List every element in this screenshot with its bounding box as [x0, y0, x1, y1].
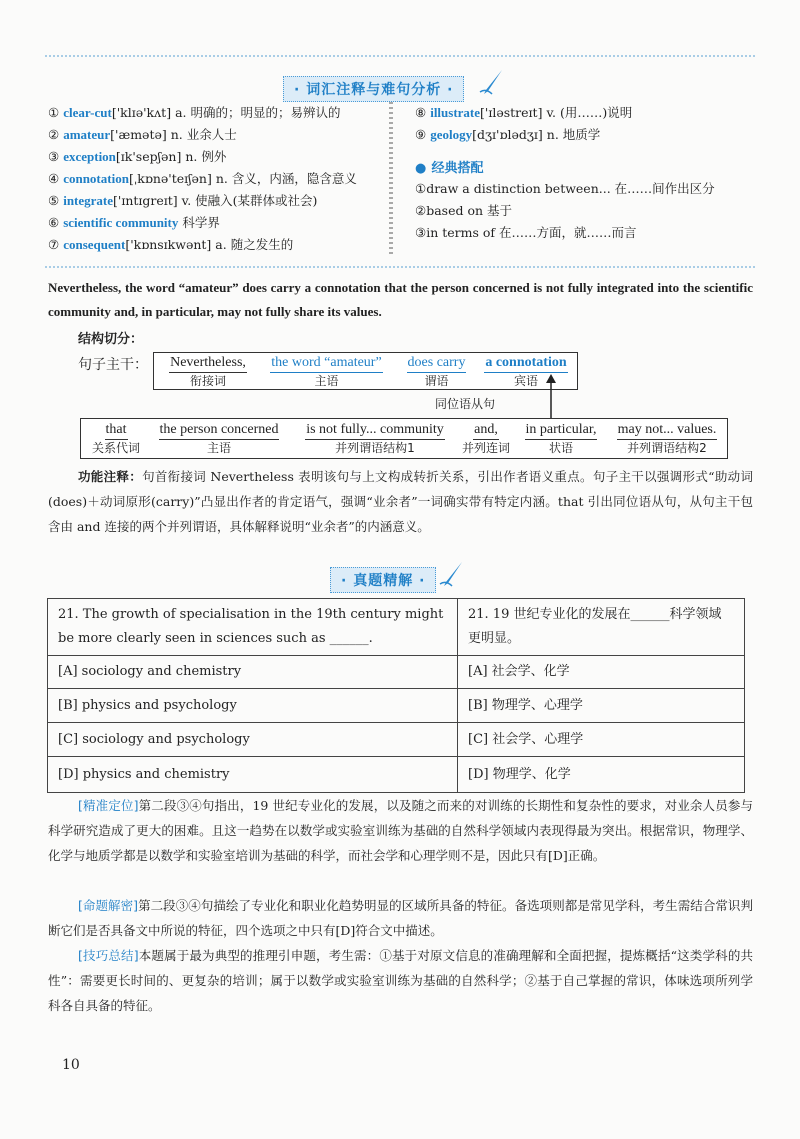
main-clause-label: 句子主干：	[78, 357, 148, 373]
vocab-word: geology	[430, 127, 473, 142]
appositive-label: 同位语从句	[435, 397, 496, 411]
vocab-ipa: ['æmətə]	[110, 127, 167, 142]
collocations-title: 经典搭配	[431, 161, 484, 176]
arrow-up-icon	[545, 373, 557, 419]
segment: is not fully... community 并列谓语结构1	[306, 422, 444, 455]
vocab-number: ⑥	[48, 215, 60, 230]
collocations-heading	[415, 157, 483, 176]
segment: and, 并列连词	[461, 422, 510, 455]
collocation: ②based on 基于	[415, 203, 512, 218]
section-title-vocab: · 词汇注释与难句分析 ·	[283, 76, 464, 102]
vocab-number: ⑨	[415, 127, 427, 142]
collocation: ①draw a distinction between... 在……间作出区分	[415, 181, 715, 196]
vocab-definition: n. 业余人士	[170, 127, 237, 142]
option-row: [D] physics and chemistry [D] 物理学、化学	[48, 757, 745, 793]
vocab-ipa: [ɪk'sepʃən]	[115, 149, 182, 164]
vocab-word: amateur	[63, 127, 111, 142]
vocab-number: ⑤	[48, 193, 60, 208]
vocab-ipa: ['ɪləstreɪt]	[480, 105, 543, 120]
segment: the word “amateur” 主语	[271, 355, 382, 388]
option-row: [C] sociology and psychology [C] 社会学、心理学	[48, 723, 745, 757]
vocab-item	[48, 124, 237, 146]
vocab-word: exception	[63, 149, 116, 164]
vocab-item	[48, 146, 226, 168]
segment: that 关系代词	[91, 422, 140, 455]
segment: may not... values. 并列谓语结构2	[617, 422, 717, 455]
question-table	[47, 598, 745, 793]
question-row: 21. The growth of specialisation in the 19th century might be more clearly seen in sciences such as ______. 21. 19 世纪专业化的发展在______科学领域更明显。	[48, 599, 745, 656]
vocab-item	[48, 212, 220, 234]
vocab-word: scientific community	[63, 215, 179, 230]
vocab-item	[415, 102, 632, 124]
vocab-word: illustrate	[430, 105, 481, 120]
vocab-number: ③	[48, 149, 60, 164]
divider	[45, 266, 755, 268]
analysis-locate: [精准定位]第二段③④句指出，19 世纪专业化的发展，以及随之而来的对训练的长期性和复杂性的要求，对业余人员参与科学研究造成了更大的困难。且这一趋势在以数学或实验室训练为基础的自然科学领域内表现得最为突出。根据常识，物理学、化学与地质学都是以数学和实验室培训为基础的科学，而社会学和心理学则不是，因此只有[D]正确。	[48, 798, 753, 863]
option-row: [A] sociology and chemistry [A] 社会学、化学	[48, 656, 745, 689]
vocab-definition: v. 使融入(某群体或社会)	[181, 193, 318, 208]
vocab-ipa: [dʒɪ'ɒlədʒɪ]	[472, 127, 543, 142]
vocab-ipa: ['kɒnsɪkwənt]	[125, 237, 212, 252]
vocab-word: connotation	[63, 171, 129, 186]
vocab-word: integrate	[63, 193, 114, 208]
vocab-ipa: ['ɪntɪgreɪt]	[113, 193, 178, 208]
vocab-ipa: ['klɪə'kʌt]	[111, 105, 172, 120]
analysis-design: [命题解密]第二段③④句描绘了专业化和职业化趋势明显的区域所具备的特征。备选项则都是常见学科，考生需结合常识判断它们是否具备文中所说的特征，四个选项之中只有[D]符合文中描述。	[48, 898, 753, 938]
column-divider	[386, 102, 396, 257]
vocab-number: ④	[48, 171, 60, 186]
segment: in particular, 状语	[525, 422, 597, 455]
quill-icon	[438, 560, 464, 588]
vocab-item	[48, 102, 340, 124]
segment: a connotation 宾语	[485, 355, 567, 388]
vocab-definition: a. 明确的；明显的；易辨认的	[175, 105, 341, 120]
vocab-definition: a. 随之发生的	[215, 237, 294, 252]
vocab-definition: 科学界	[182, 215, 220, 230]
collocation: ③in terms of 在……方面，就……而言	[415, 225, 637, 240]
vocab-item	[48, 168, 357, 190]
vocab-definition: n. 含义，内涵，隐含意义	[215, 171, 357, 186]
clause-box	[80, 418, 728, 459]
vocab-number: ⑦	[48, 237, 60, 252]
option-row: [B] physics and psychology [B] 物理学、心理学	[48, 689, 745, 723]
vocab-item	[415, 124, 600, 146]
analysis-skills: [技巧总结]本题属于最为典型的推理引申题，考生需：①基于对原文信息的准确理解和全面把握，提炼概括“这类学科的共性”：需要更长时间的、更复杂的培训；属于以数学或实验室训练为基础的自然科学；②基于自己掌握的常识，体味选项所列学科各自具备的特征。	[48, 948, 753, 1013]
vocab-word: clear-cut	[63, 105, 112, 120]
section-title-exam: · 真题精解 ·	[330, 567, 436, 593]
vocab-number: ⑧	[415, 105, 427, 120]
segment: the person concerned 主语	[159, 422, 279, 455]
vocab-number: ①	[48, 105, 60, 120]
vocab-item	[48, 190, 317, 212]
quill-icon	[478, 68, 504, 96]
bullet-icon: ●	[415, 161, 427, 176]
function-note: 功能注释：句首衔接词 Nevertheless 表明该句与上文构成转折关系，引出作者语义重点。句子主干以强调形式“助动词(does)＋动词原形(carry)”凸显出作者的肯定语气，强调“业余者”一词确实带有特定内涵。that 引出同位语从句，从句主干包含由 and 连接的两个并列谓语，具体解释说明“业余者”的内涵意义。	[48, 469, 753, 534]
segment: Nevertheless, 衔接词	[170, 355, 246, 388]
divider	[45, 55, 755, 57]
page-number: 10	[62, 1057, 80, 1073]
vocab-item	[48, 234, 293, 256]
main-clause-box	[153, 352, 578, 390]
vocab-word: consequent	[63, 237, 126, 252]
vocab-definition: n. 例外	[185, 149, 227, 164]
segment: does carry 谓语	[407, 355, 466, 388]
difficult-sentence: Nevertheless, the word “amateur” does carry a connotation that the person concerned is not fully integrated into the scientific community and, in particular, may not fully share its values.	[48, 280, 753, 319]
vocab-number: ②	[48, 127, 60, 142]
vocab-ipa: [ˌkɒnə'teɪʃən]	[128, 171, 212, 186]
vocab-definition: n. 地质学	[546, 127, 601, 142]
structure-label: 结构切分：	[78, 332, 144, 347]
vocab-definition: v. (用……)说明	[546, 105, 633, 120]
